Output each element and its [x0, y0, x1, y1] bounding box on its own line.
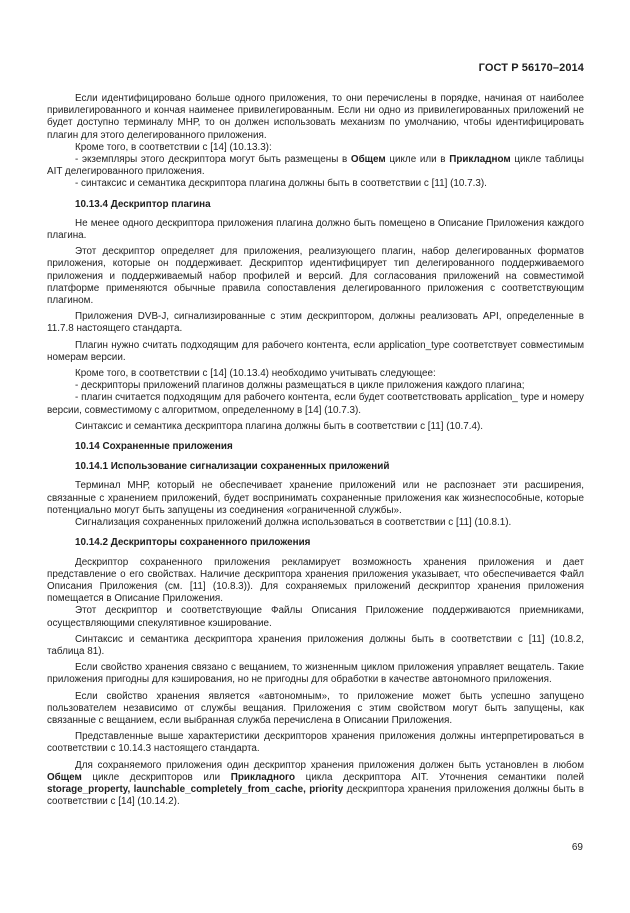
paragraph: Если свойство хранения является «автономным», то приложение может быть успешно запущено пользователем независимо от службы вещания. Приложения с этим свойством могут быть запущены, как связанные с вещанием, если выбранная служба перечислена в Описании Приложения. [47, 690, 584, 726]
paragraph: Приложения DVB-J, сигнализированные с этим дескриптором, должны реализовать API, определенные в 11.7.8 настоящего стандарта. [47, 311, 584, 335]
document-body [47, 93, 584, 808]
paragraph: Этот дескриптор определяет для приложения, реализующего плагин, набор делегированных форматов приложения, которые он поддерживает. Дескриптор идентифицирует тип делегированного поддерживаемого приложения и поддерживаемый набор профилей и версий. Для согласования приложений на совместимой платформе применяются обычные правила сопоставления делегированного приложения с соответствующим плагином. [47, 246, 584, 307]
paragraph: Если свойство хранения связано с вещанием, то жизненным циклом приложения управляет вещатель. Такие приложения пригодны для кэширования, но не пригодны для обработки в качестве автономного приложения. [47, 662, 584, 686]
paragraph: Этот дескриптор и соответствующие Файлы Описания Приложение поддерживаются приемниками, осуществляющими спекулятивное кэширование. [47, 605, 584, 629]
paragraph: Сигнализация сохраненных приложений должна использоваться в соответствии с [11] (10.8.1). [75, 517, 512, 529]
bullet-item: - синтаксис и семантика дескриптора плагина должны быть в соответствии с [11] (10.7.3). [75, 178, 487, 190]
section-heading: 10.13.4 Дескриптор плагина [75, 198, 211, 210]
paragraph: Представленные выше характеристики дескрипторов хранения приложения должны интерпретироваться в соответствии с 10.14.3 настоящего стандарта. [47, 731, 584, 755]
paragraph: Для сохраняемого приложения один дескриптор хранения приложения должен быть установлен в любом Общем цикле дескрипторов или Прикладного цикла дескриптора AIT. Уточнения семантики полей storage_property, launchable_completely_from_cache, priority дескриптора хранения приложения должны быть в соответствии с [14] (10.14.2). [47, 759, 584, 808]
bullet-item: - дескрипторы приложений плагинов должны размещаться в цикле приложения каждого плагина; [75, 380, 525, 392]
paragraph: Плагин нужно считать подходящим для рабочего контента, если application_type соответствует совместимым номерам версии. [47, 339, 584, 363]
page-number: 69 [571, 842, 583, 853]
paragraph: Терминал МНР, который не обеспечивает хранение приложений или не распознает эти расширения, связанные с хранением приложений, будет воспринимать сохраненные приложения как жизнеспособные, которые потенциально могут быть запущены из соединения «ограниченной службы». [47, 480, 584, 516]
section-heading: 10.14.2 Дескрипторы сохраненного приложения [75, 537, 311, 549]
paragraph: Дескриптор сохраненного приложения рекламирует возможность хранения приложения и дает представление о его свойствах. Наличие дескриптора хранения приложения указывает, что обеспечивается Файл Описания Приложения (см. [11] (10.8.3)). Для сохраняемых приложений дескриптор хранения приложения помещается в Описание Приложения. [47, 556, 584, 605]
section-heading: 10.14.1 Использование сигнализации сохраненных приложений [75, 461, 390, 473]
paragraph: Кроме того, в соответствии с [14] (10.13.4) необходимо учитывать следующее: [75, 368, 436, 380]
paragraph: Если идентифицировано больше одного приложения, то они перечислены в порядке, начиная от наиболее привилегированного и кончая наименее привилегированным. Если ни одно из привилегированных приложений не будет доступно терминалу МНР, то он должен использовать механизм по умолчанию, чтобы идентифицировать плагин для этого делегированного приложения. [47, 93, 584, 141]
section-heading: 10.14 Сохраненные приложения [75, 441, 233, 453]
paragraph: Синтаксис и семантика дескриптора хранения приложения должны быть в соответствии с [11] (10.8.2, таблица 81). [47, 633, 584, 657]
standard-number: ГОСТ Р 56170–2014 [478, 62, 584, 74]
paragraph: Кроме того, в соответствии с [14] (10.13.3): [75, 141, 272, 153]
bullet-item: - экземпляры этого дескриптора могут быть размещены в Общем цикле или в Прикладном цикле таблицы AIT делегированного приложения. [47, 154, 585, 178]
paragraph: Синтаксис и семантика дескриптора плагина должны быть в соответствии с [11] (10.7.4). [75, 420, 484, 432]
bullet-item: - плагин считается подходящим для рабочего контента, если будет соответствовать application_ type и номеру версии, совместимому с алгоритмом, определенному в [14] (10.7.3). [47, 392, 584, 416]
paragraph: Не менее одного дескриптора приложения плагина должно быть помещено в Описание Приложения каждого плагина. [47, 217, 584, 242]
